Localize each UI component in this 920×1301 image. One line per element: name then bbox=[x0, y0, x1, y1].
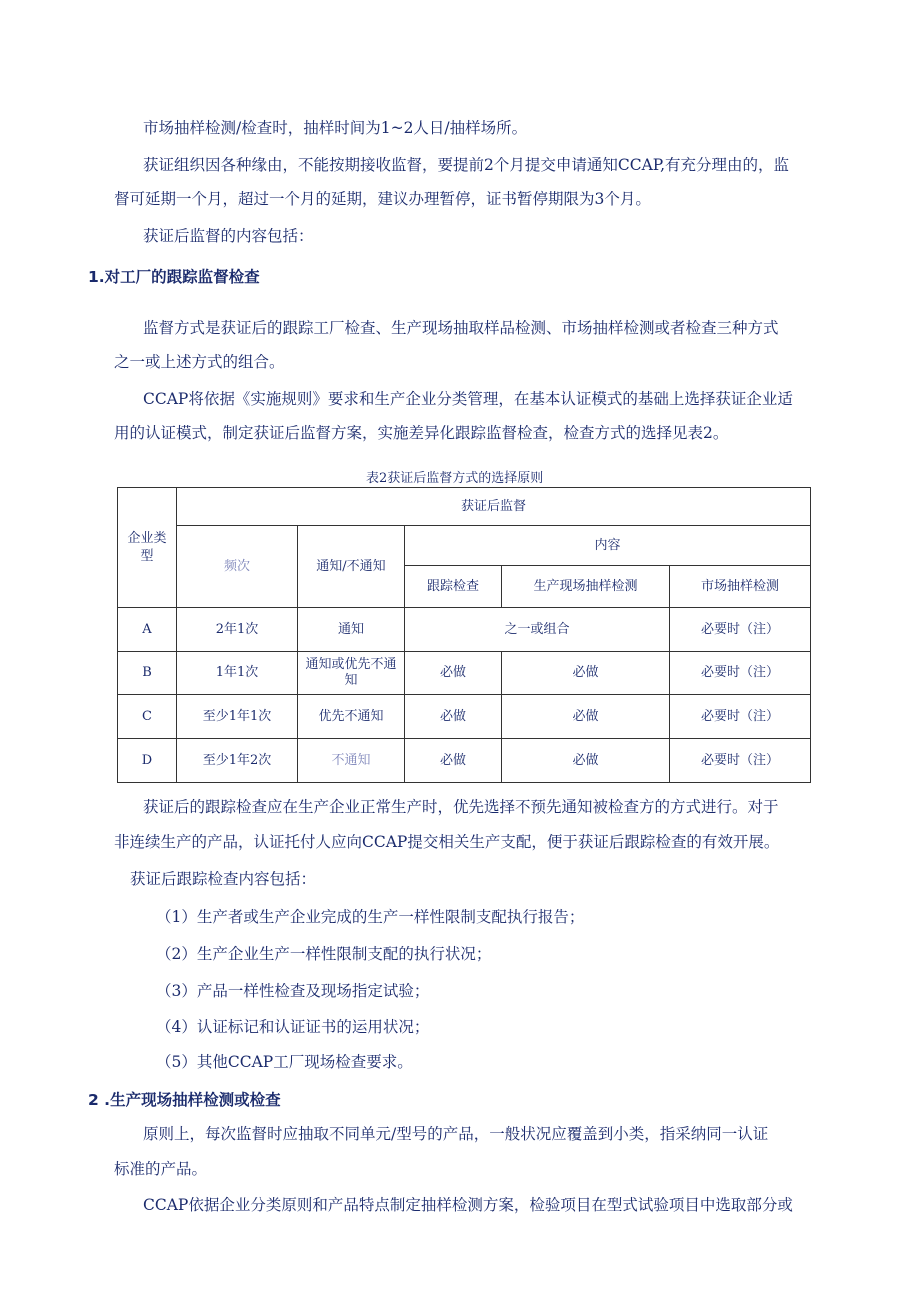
paragraph-tracking-line1: 获证后的跟踪检查应在生产企业正常生产时，优先选择不预先通知被检查方的方式进行。对于 bbox=[143, 798, 779, 816]
row-type: A bbox=[118, 608, 177, 652]
paragraph-ccap-line1: CCAP将依据《实施规则》要求和生产企业分类管理，在基本认证模式的基础上选择获证企业适 bbox=[143, 390, 793, 408]
row-type: C bbox=[118, 695, 177, 739]
paragraph-deferral-line2: 督可延期一个月，超过一个月的延期，建议办理暂停，证书暂停期限为3个月。 bbox=[114, 190, 651, 208]
row-market: 必要时（注） bbox=[670, 608, 811, 652]
row-site: 必做 bbox=[502, 695, 670, 739]
row-notify: 通知 bbox=[298, 608, 405, 652]
paragraph-deferral-line1: 获证组织因各种缘由，不能按期接收监督，要提前2个月提交申请通知CCAP,有充分理由的，监 bbox=[143, 156, 789, 174]
row-frequency: 至少1年1次 bbox=[177, 695, 298, 739]
paragraph-sampling-time: 市场抽样检测/检查时，抽样时间为1~2人日/抽样场所。 bbox=[143, 119, 528, 137]
row-market: 必要时（注） bbox=[670, 652, 811, 695]
list-item: （2）生产企业生产一样性限制支配的执行状况； bbox=[156, 945, 492, 963]
table-caption: 表2获证后监督方式的选择原则 bbox=[366, 471, 544, 486]
paragraph-method-line1: 监督方式是获证后的跟踪工厂检查、生产现场抽取样品检测、市场抽样检测或者检查三种方式 bbox=[143, 319, 779, 337]
row-site: 必做 bbox=[502, 652, 670, 695]
list-item: （4）认证标记和认证证书的运用状况； bbox=[156, 1018, 430, 1036]
row-notify: 优先不通知 bbox=[298, 695, 405, 739]
row-type: B bbox=[118, 652, 177, 695]
paragraph-principle-line2: 标准的产品。 bbox=[114, 1160, 208, 1178]
section-heading-2: 2 .生产现场抽样检测或检查 bbox=[88, 1091, 281, 1109]
row-tracking: 必做 bbox=[405, 652, 502, 695]
row-combined: 之一或组合 bbox=[405, 608, 670, 652]
table-row bbox=[118, 652, 811, 695]
paragraph-supervision-intro: 获证后监督的内容包括： bbox=[143, 227, 314, 245]
header-notify: 通知/不通知 bbox=[298, 526, 405, 608]
header-supervision-group: 获证后监督 bbox=[177, 488, 811, 526]
table-row bbox=[118, 608, 811, 652]
section-heading-1: 1.对工厂的跟踪监督检查 bbox=[88, 268, 260, 286]
header-site-sampling: 生产现场抽样检测 bbox=[502, 566, 670, 608]
row-tracking: 必做 bbox=[405, 739, 502, 783]
header-market-sampling: 市场抽样检测 bbox=[670, 566, 811, 608]
paragraph-method-line2: 之一或上述方式的组合。 bbox=[114, 353, 285, 371]
list-item: （3）产品一样性检查及现场指定试验； bbox=[156, 982, 430, 1000]
table-row bbox=[118, 739, 811, 783]
paragraph-tracking-line2: 非连续生产的产品，认证托付人应向CCAP提交相关生产支配，便于获证后跟踪检查的有效开展。 bbox=[114, 833, 780, 851]
row-notify: 不通知 bbox=[298, 739, 405, 783]
table-row bbox=[118, 695, 811, 739]
list-item: （1）生产者或生产企业完成的生产一样性限制支配执行报告； bbox=[156, 908, 585, 926]
list-item: （5）其他CCAP工厂现场检查要求。 bbox=[156, 1053, 413, 1071]
supervision-table bbox=[117, 487, 811, 783]
row-frequency: 1年1次 bbox=[177, 652, 298, 695]
row-market: 必要时（注） bbox=[670, 739, 811, 783]
paragraph-ccap-line2: 用的认证模式，制定获证后监督方案，实施差异化跟踪监督检查，检查方式的选择见表2。 bbox=[114, 424, 729, 442]
header-content: 内容 bbox=[405, 526, 811, 566]
paragraph-sampling-plan: CCAP依据企业分类原则和产品特点制定抽样检测方案，检验项目在型式试验项目中选取部分或 bbox=[143, 1196, 793, 1214]
row-frequency: 至少1年2次 bbox=[177, 739, 298, 783]
header-enterprise-type: 企业类型 bbox=[118, 488, 177, 608]
row-tracking: 必做 bbox=[405, 695, 502, 739]
row-site: 必做 bbox=[502, 739, 670, 783]
header-frequency: 频次 bbox=[177, 526, 298, 608]
paragraph-tracking-intro: 获证后跟踪检查内容包括： bbox=[130, 870, 317, 888]
row-frequency: 2年1次 bbox=[177, 608, 298, 652]
paragraph-principle-line1: 原则上，每次监督时应抽取不同单元/型号的产品，一般状况应覆盖到小类，指采纳同一认证 bbox=[143, 1125, 769, 1143]
row-notify: 通知或优先不通知 bbox=[298, 652, 405, 695]
row-market: 必要时（注） bbox=[670, 695, 811, 739]
row-type: D bbox=[118, 739, 177, 783]
header-tracking-check: 跟踪检查 bbox=[405, 566, 502, 608]
